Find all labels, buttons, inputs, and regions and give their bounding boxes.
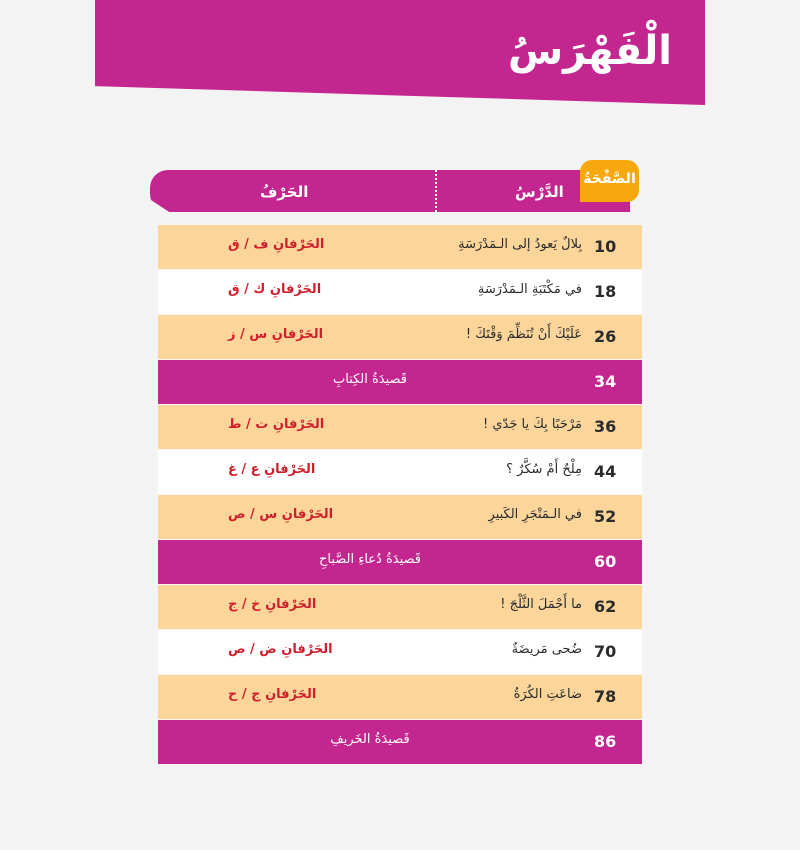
table-row <box>158 450 642 494</box>
table-row <box>158 405 642 449</box>
letters-label: الحَرْفانِ ع / غ <box>228 462 316 477</box>
page-number: 62 <box>594 597 617 616</box>
poem-row <box>158 540 642 584</box>
lesson-title: في مَكْتَبَةِ الـمَدْرَسَةِ <box>477 282 582 297</box>
page-title: الْفَهْرَسُ <box>507 28 672 74</box>
lesson-title: ضُحى مَريضَةٌ <box>511 642 582 657</box>
page-number: 70 <box>594 642 617 661</box>
page-number: 78 <box>594 687 617 706</box>
page-number: 44 <box>594 462 617 481</box>
lesson-title: مَرْحَبًا بِكَ يا جَدّي ! <box>483 417 582 432</box>
header-lesson: الدَّرْسُ <box>515 183 564 201</box>
letters-label: الحَرْفانِ ف / ق <box>228 237 325 252</box>
page-number: 52 <box>594 507 617 526</box>
page-number: 86 <box>594 732 617 751</box>
header-page: الصَّفْحَةُ <box>583 171 636 187</box>
letters-label: الحَرْفانِ ت / ط <box>228 417 325 432</box>
letters-label: الحَرْفانِ س / ص <box>228 507 334 522</box>
letters-label: الحَرْفانِ ض / ص <box>228 642 333 657</box>
poem-title: قَصيدَةُ الكِتابِ <box>332 372 408 387</box>
table-row <box>158 585 642 629</box>
letters-label: الحَرْفانِ ك / ق <box>228 282 322 297</box>
lesson-title: عَلَيْكَ أَنْ تُنَظِّمَ وَقْتَكَ ! <box>465 327 582 342</box>
table-row <box>158 225 642 269</box>
letters-label: الحَرْفانِ س / ز <box>228 327 324 342</box>
lesson-title: ما أَجْمَلَ الثَّلْجَ ! <box>500 597 582 612</box>
page-number: 26 <box>594 327 617 346</box>
letters-label: الحَرْفانِ ج / ح <box>228 687 317 702</box>
poem-row <box>158 360 642 404</box>
table-row <box>158 630 642 674</box>
page-number: 10 <box>594 237 617 256</box>
table-row <box>158 495 642 539</box>
contents-table <box>158 225 642 765</box>
page-number: 34 <box>594 372 617 391</box>
page-number: 36 <box>594 417 617 436</box>
table-row <box>158 675 642 719</box>
table-row <box>158 270 642 314</box>
poem-row <box>158 720 642 764</box>
table-row <box>158 315 642 359</box>
page-number: 18 <box>594 282 617 301</box>
poem-title: قَصيدَةُ الخَريفِ <box>330 732 410 747</box>
header-page-tab <box>580 160 639 202</box>
lesson-title: مِلْحٌ أَمْ سُكَّرٌ ؟ <box>506 462 582 477</box>
lesson-title: ضاعَتِ الكُرَةُ <box>513 687 582 702</box>
header-letter: الحَرْفُ <box>260 183 309 201</box>
lesson-title: بِلالٌ يَعودُ إلى الـمَدْرَسَةِ <box>458 237 582 252</box>
lesson-title: في الـمَتْجَرِ الكَبيرِ <box>488 507 582 522</box>
page-number: 60 <box>594 552 617 571</box>
header-divider <box>435 170 437 212</box>
letters-label: الحَرْفانِ خ / ج <box>228 597 317 612</box>
poem-title: قَصيدَةُ دُعاءِ الصَّباحِ <box>318 552 422 567</box>
